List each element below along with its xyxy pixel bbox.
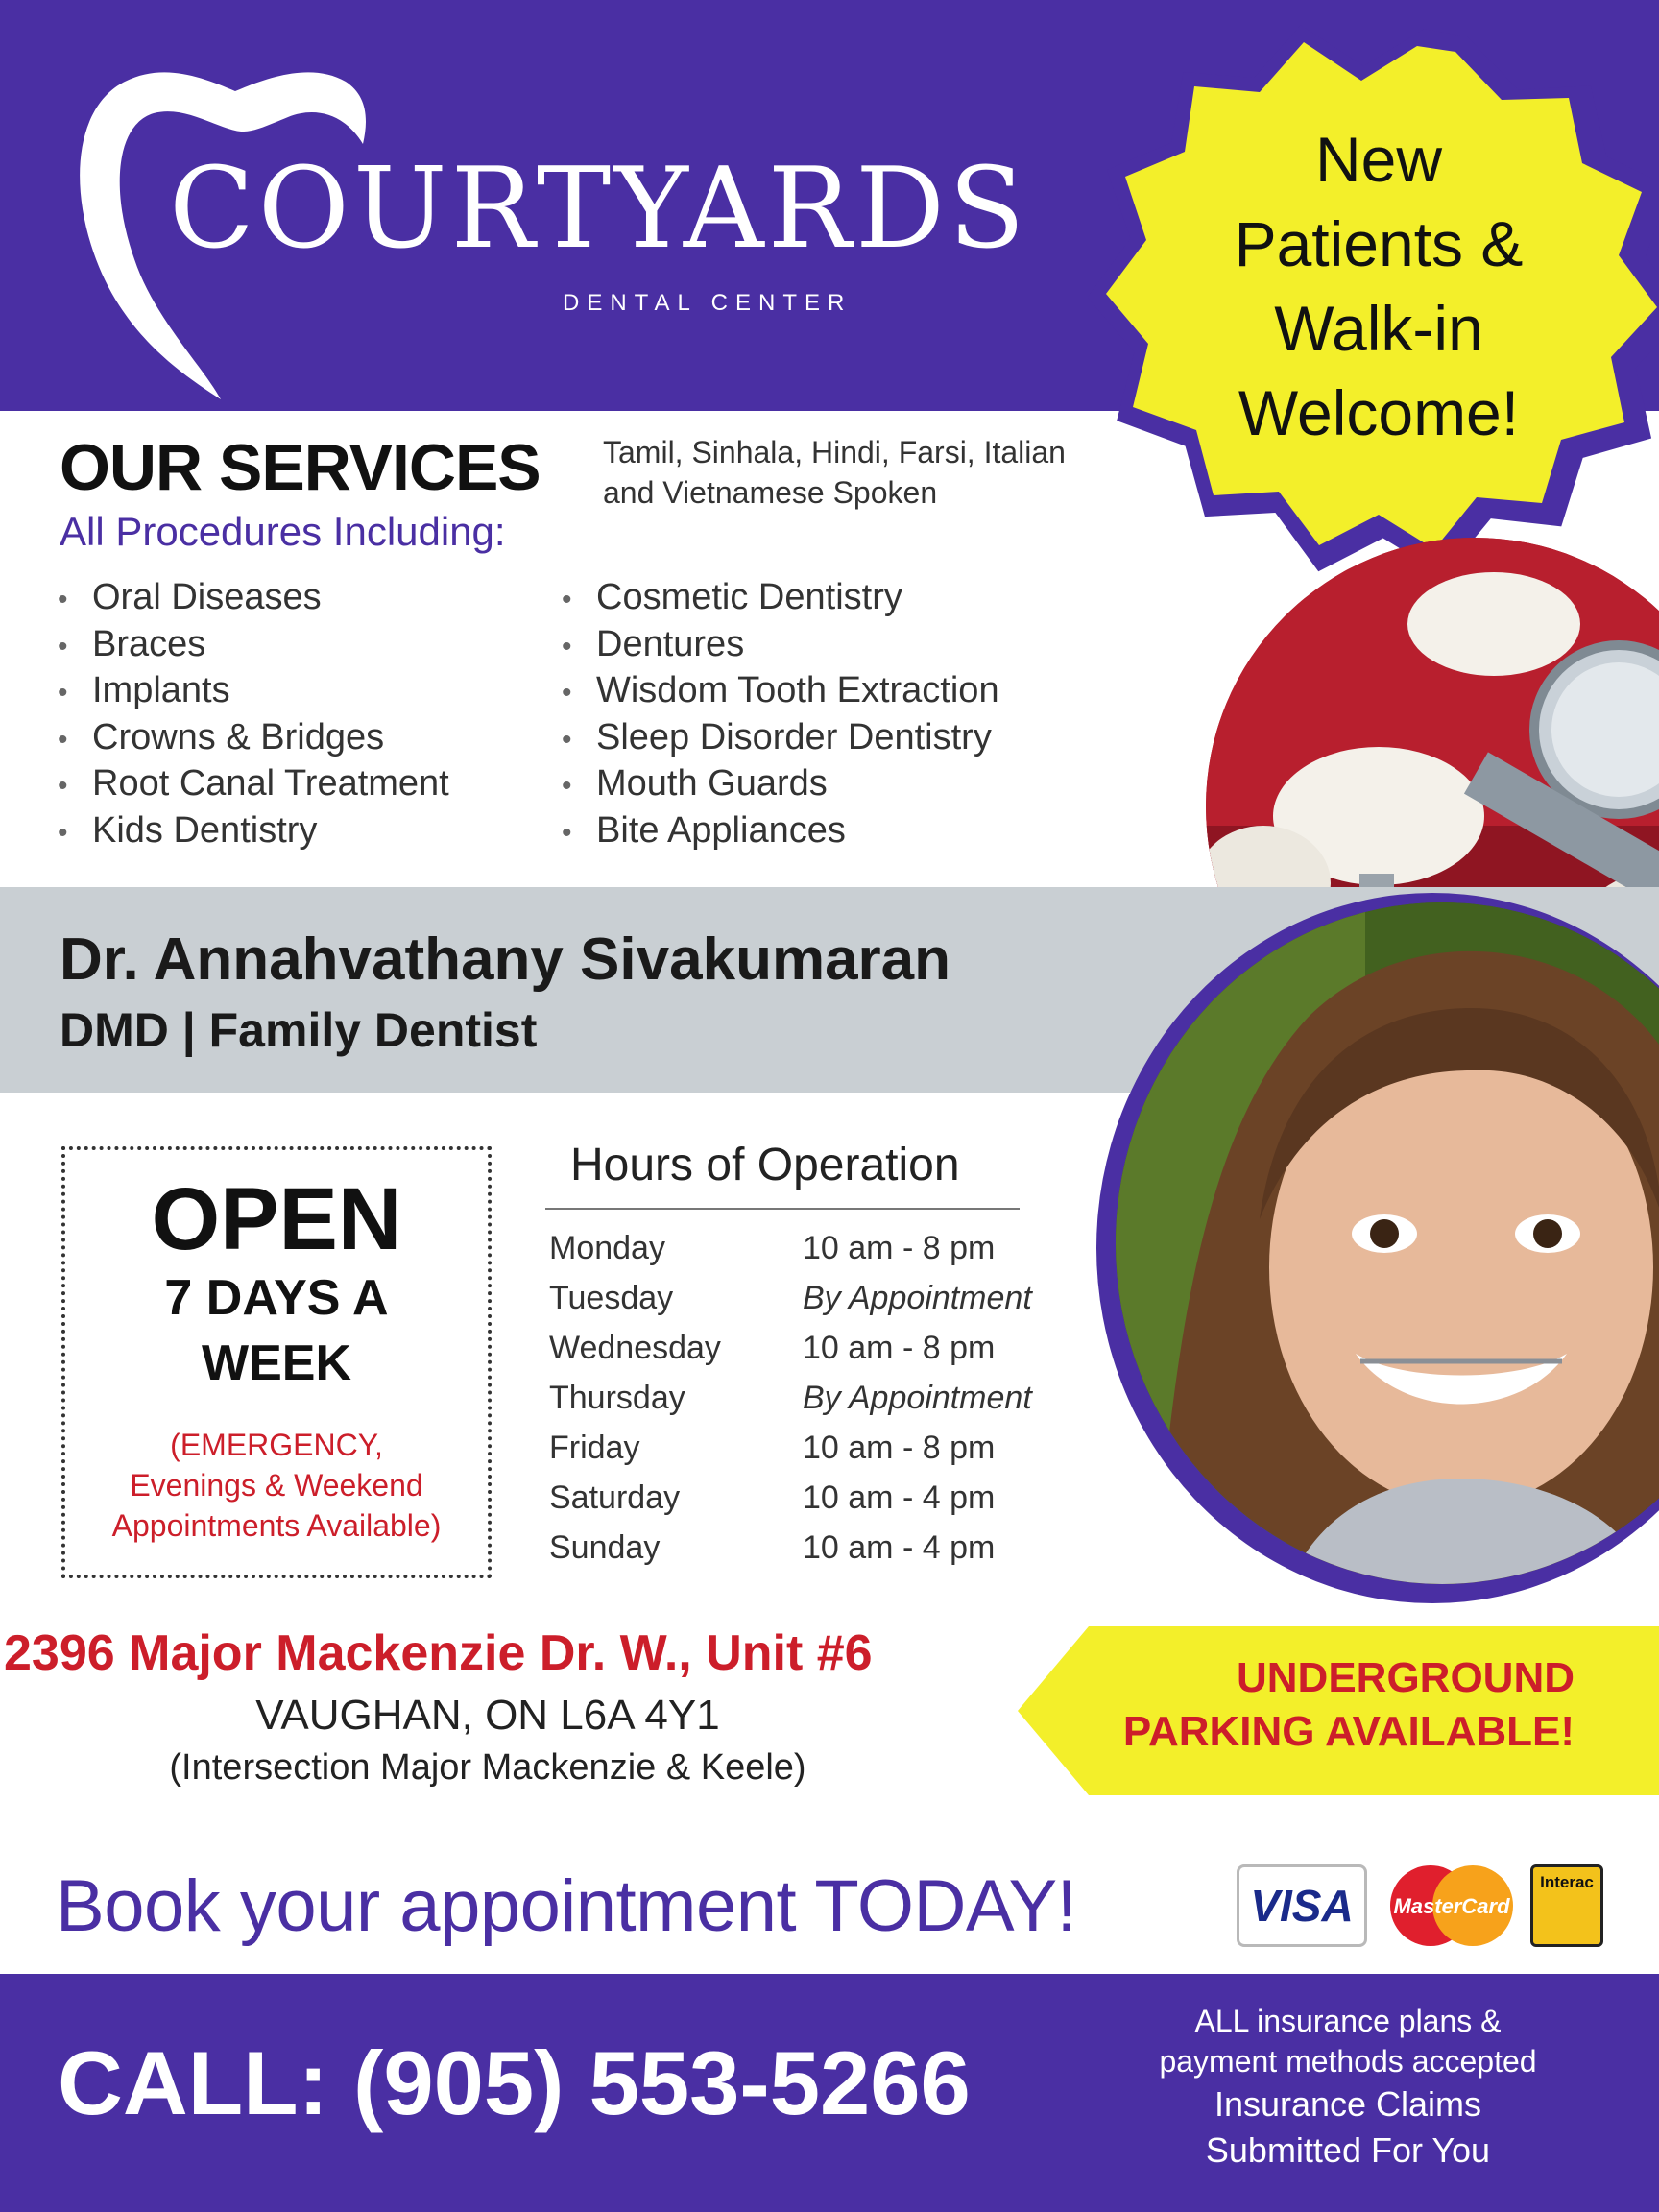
service-label: Oral Diseases [92,577,322,617]
table-row [549,1423,1032,1473]
open-days-line-2: WEEK [202,1335,351,1391]
hours-title: Hours of Operation [570,1140,960,1190]
insurance-note [1089,2001,1607,2174]
hours-table [549,1223,1032,1573]
list-item: • Wisdom Tooth Extraction [562,670,999,710]
doctor-name: Dr. Annahvathany Sivakumaran [60,926,951,993]
time-cell: By Appointment [803,1379,1032,1416]
emergency-line-2: Evenings & Weekend [130,1468,423,1503]
time-cell: 10 am - 8 pm [803,1329,996,1366]
emergency-note [65,1425,488,1546]
service-label: Root Canal Treatment [92,763,449,804]
day-cell: Monday [549,1229,665,1266]
table-row [549,1223,1032,1273]
badge-text [1129,117,1628,455]
emergency-line-1: (EMERGENCY, [170,1428,383,1462]
service-label: Bite Appliances [596,809,846,851]
open-heading: OPEN [151,1170,402,1268]
logo-subtitle: DENTAL CENTER [563,290,853,316]
table-row [549,1273,1032,1323]
list-item: • Implants [58,670,230,710]
mastercard-label: MasterCard [1393,1894,1510,1918]
list-item: • Cosmetic Dentistry [562,577,902,617]
badge-line-3: Walk-in [1274,293,1483,364]
insurance-line-3: Insurance Claims [1214,2084,1482,2124]
time-cell: 10 am - 4 pm [803,1479,996,1516]
call-phone-number: CALL: (905) 553-5266 [58,2032,971,2133]
new-patients-badge [1071,13,1659,613]
service-label: Implants [92,670,230,710]
parking-line-1: UNDERGROUND [1237,1654,1575,1701]
logo-wordmark [169,144,1029,274]
service-label: Wisdom Tooth Extraction [596,670,999,710]
list-item: • Root Canal Treatment [58,763,449,804]
service-label: Braces [92,623,206,664]
day-cell: Tuesday [549,1279,674,1316]
emergency-line-3: Appointments Available) [111,1508,442,1543]
insurance-line-2: payment methods accepted [1159,2044,1537,2079]
list-item: • Mouth Guards [562,763,828,804]
day-cell: Friday [549,1429,640,1466]
intersection-note: (Intersection Major Mackenzie & Keele) [169,1747,806,1788]
parking-banner-text [1064,1651,1575,1759]
day-cell: Thursday [549,1379,685,1416]
service-label: Sleep Disorder Dentistry [596,716,992,757]
mastercard-logo [1384,1863,1519,1949]
service-label: Dentures [596,623,745,664]
insurance-line-4: Submitted For You [1205,2130,1491,2170]
hours-divider [545,1208,1020,1210]
time-cell: 10 am - 4 pm [803,1528,996,1566]
list-item: • Kids Dentistry [58,809,318,851]
visa-logo: VISA [1237,1864,1367,1947]
logo-name: COURTYARDS [169,144,1029,274]
list-item: • Oral Diseases [58,577,322,617]
list-item: • Bite Appliances [562,809,846,851]
services-list-left [58,574,449,854]
open-days [65,1265,488,1396]
street-address: 2396 Major Mackenzie Dr. W., Unit #6 [4,1625,873,1681]
table-row [549,1473,1032,1523]
table-row [549,1523,1032,1573]
list-item: • Crowns & Bridges [58,716,385,757]
services-subtitle: All Procedures Including: [60,509,506,554]
time-cell: By Appointment [803,1279,1032,1316]
service-label: Kids Dentistry [92,809,318,851]
badge-line-4: Welcome! [1238,377,1520,448]
services-list-right [562,574,999,854]
table-row [549,1373,1032,1423]
badge-line-1: New [1314,124,1443,195]
languages-spoken: Tamil, Sinhala, Hindi, Farsi, Italian and Vietnamese Spoken [603,435,1066,510]
city-postal: VAUGHAN, ON L6A 4Y1 [255,1692,720,1739]
insurance-line-1: ALL insurance plans & [1194,2004,1502,2038]
day-cell: Sunday [549,1528,661,1566]
parking-line-2: PARKING AVAILABLE! [1122,1708,1575,1755]
service-label: Mouth Guards [596,763,828,804]
services-title: OUR SERVICES [60,431,541,504]
table-row [549,1323,1032,1373]
list-item: • Braces [58,623,206,664]
doctor-title: DMD | Family Dentist [60,1003,538,1057]
time-cell: 10 am - 8 pm [803,1229,996,1266]
service-label: Crowns & Bridges [92,716,385,757]
book-appointment-text: Book your appointment TODAY! [56,1865,1077,1947]
open-seven-days-box [61,1146,492,1578]
list-item: • Sleep Disorder Dentistry [562,716,992,757]
time-cell: 10 am - 8 pm [803,1429,996,1466]
service-label: Cosmetic Dentistry [596,577,902,617]
day-cell: Wednesday [549,1329,721,1366]
list-item: • Dentures [562,623,745,664]
day-cell: Saturday [549,1479,681,1516]
open-days-line-1: 7 DAYS A [164,1270,389,1326]
interac-logo: Interac [1530,1864,1603,1947]
badge-line-2: Patients & [1234,208,1524,279]
